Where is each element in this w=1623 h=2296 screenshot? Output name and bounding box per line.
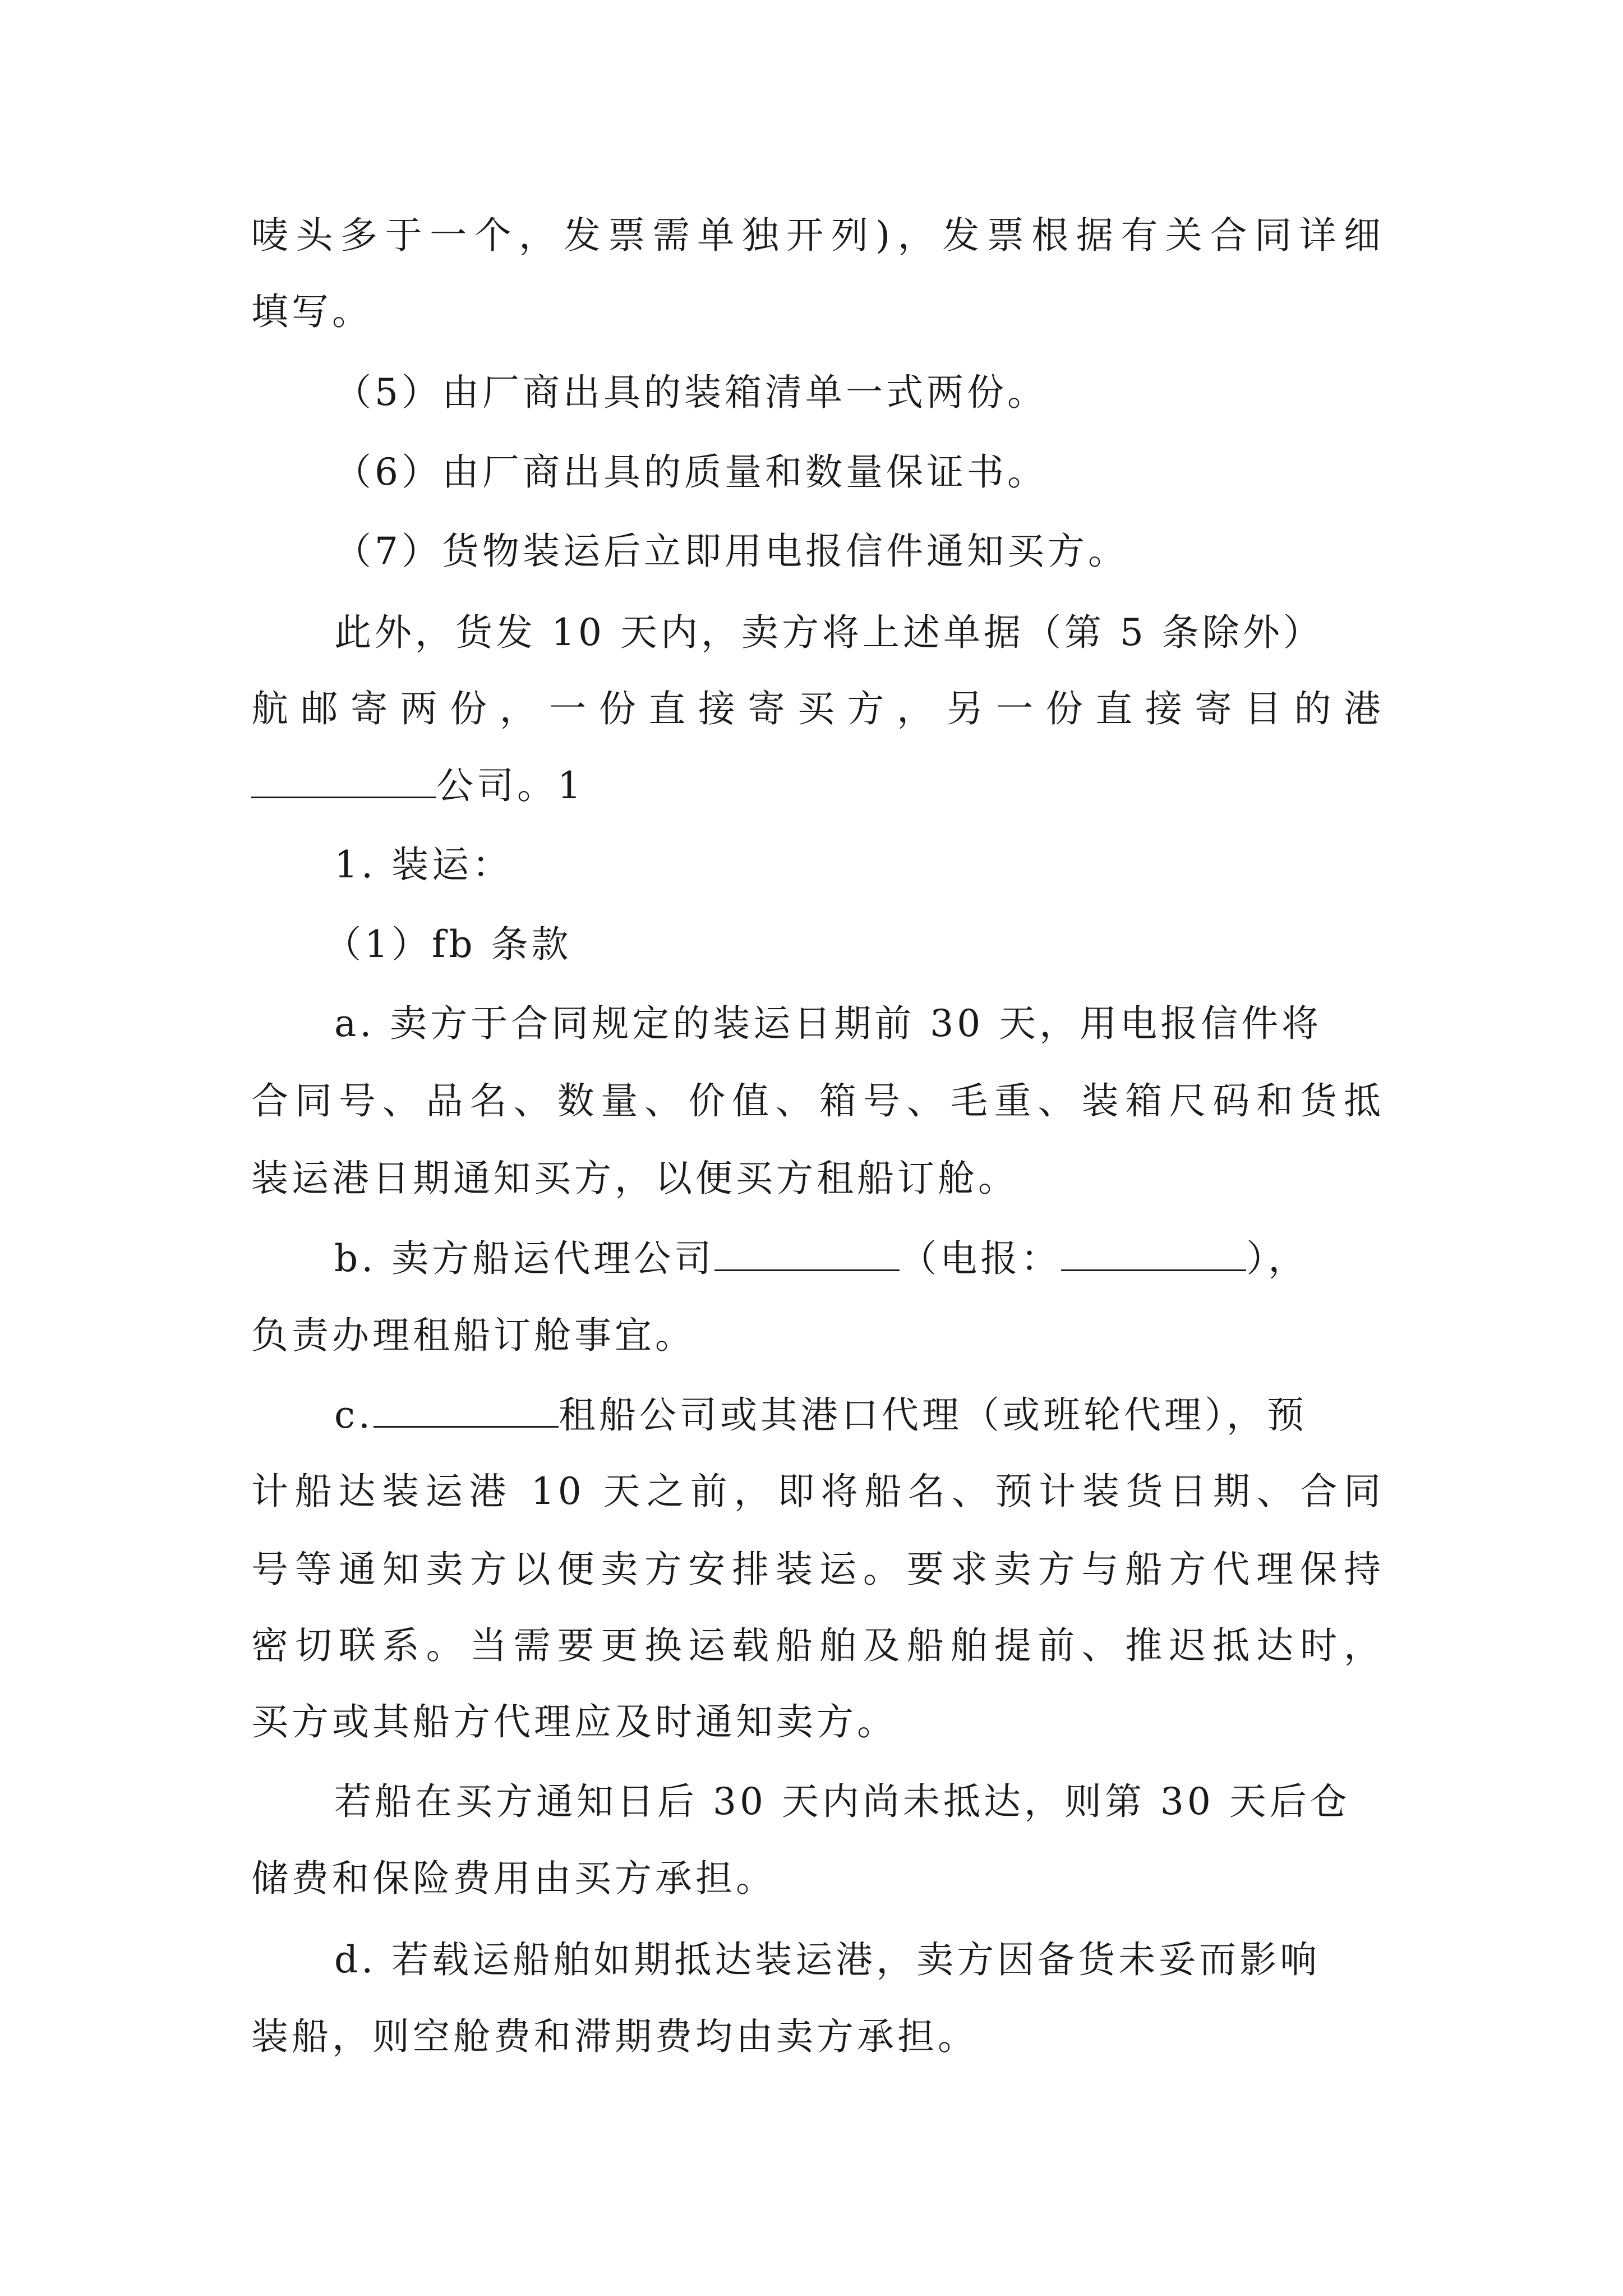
line-text: 公司。1 (436, 764, 584, 807)
paragraph-line: a. 卖方于合同规定的装运日期前 30 天，用电报信件将 (334, 1002, 1322, 1045)
line-text: 租船公司或其港口代理（或班轮代理），预 (558, 1393, 1307, 1437)
paragraph-line: 此外，货发 10 天内，卖方将上述单据（第 5 条除外） (334, 611, 1324, 654)
paragraph-line: 装运港日期通知买方，以便买方租船订舱。 (251, 1157, 1018, 1200)
fill-in-blank (251, 762, 436, 798)
paragraph-line: 唛头多于一个，发票需单独开列)，发票根据有关合同详细 (251, 214, 1384, 257)
paragraph-line: 装船，则空舱费和滞期费均由卖方承担。 (251, 2015, 978, 2058)
paragraph-line: d. 若载运船舶如期抵达装运港，卖方因备货未妥而影响 (334, 1938, 1321, 1981)
paragraph-line (334, 1390, 1307, 1441)
paragraph-line: 买方或其船方代理应及时通知卖方。 (251, 1700, 897, 1743)
fill-in-blank (714, 1235, 900, 1271)
paragraph-line: 航邮寄两份，一份直接寄买方，另一份直接寄目的港 (251, 687, 1384, 730)
subsection-heading: （1）fb 条款 (324, 923, 572, 966)
paragraph-line: 若船在买方通知日后 30 天内尚未抵达，则第 30 天后仓 (334, 1780, 1350, 1823)
paragraph-line (334, 1234, 1308, 1284)
paragraph-line: 储费和保险费用由买方承担。 (251, 1857, 776, 1900)
line-text: （电报： (900, 1237, 1062, 1280)
paragraph-line: 填写。 (251, 290, 372, 333)
paragraph-line (251, 761, 584, 811)
list-item-7: （7）货物装运后立即用电报信件通知买方。 (334, 530, 1128, 573)
paragraph-line: 密切联系。当需要更换运载船舶及船舶提前、推迟抵达时， (251, 1624, 1384, 1667)
paragraph-line: 计船达装运港 10 天之前，即将船名、预计装货日期、合同 (251, 1470, 1384, 1513)
paragraph-line: 负责办理租船订舱事宜。 (251, 1314, 695, 1357)
list-item-5: （5）由厂商出具的装箱清单一式两份。 (334, 371, 1048, 414)
paragraph-line: 号等通知卖方以便卖方安排装运。要求卖方与船方代理保持 (251, 1548, 1384, 1591)
fill-in-blank (374, 1391, 559, 1428)
line-text: b. 卖方船运代理公司 (334, 1237, 715, 1280)
list-item-6: （6）由厂商出具的质量和数量保证书。 (334, 450, 1048, 494)
paragraph-line: 合同号、品名、数量、价值、箱号、毛重、装箱尺码和货抵 (251, 1079, 1384, 1122)
line-text: c. (334, 1393, 374, 1437)
fill-in-blank (1061, 1235, 1246, 1271)
line-text: ）， (1246, 1237, 1309, 1280)
section-heading: 1. 装运： (334, 843, 513, 886)
